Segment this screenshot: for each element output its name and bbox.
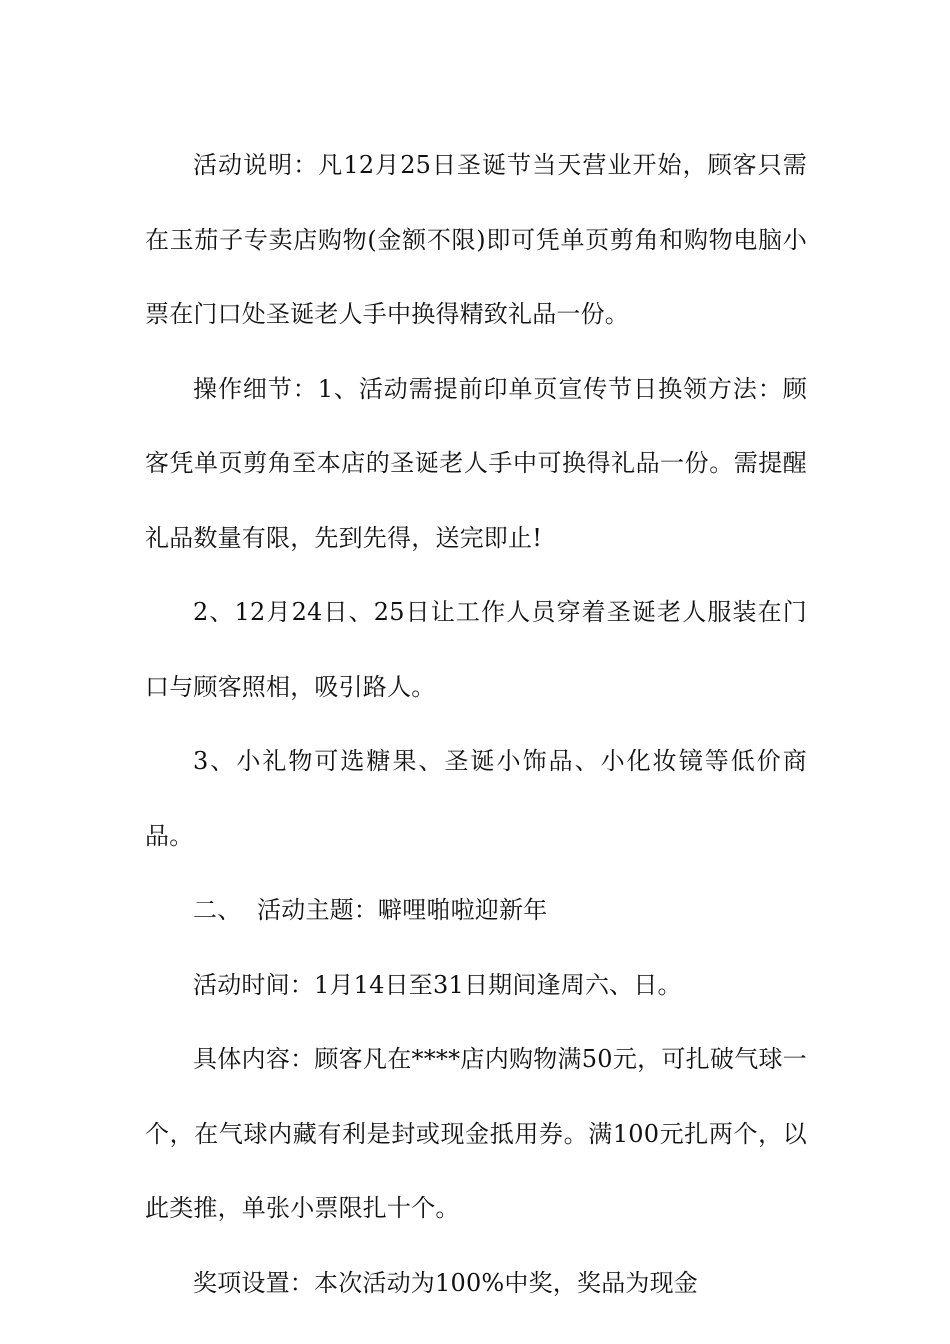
document-body — [145, 128, 807, 1320]
section-heading-2: 二、 活动主题：噼哩啪啦迎新年 — [193, 896, 548, 924]
paragraph-activity-time: 活动时间：1月14日至31日期间逢周六、日。 — [193, 970, 682, 999]
paragraph-activity-description: 活动说明：凡12月25日圣诞节当天营业开始，顾客只需在玉茄子专卖店购物(金额不限)即可凭单页剪角和购物电脑小票在门口处圣诞老人手中换得精致礼品一份。 — [145, 151, 807, 328]
paragraph-step-2: 2、12月24日、25日让工作人员穿着圣诞老人服装在门口与顾客照相，吸引路人。 — [145, 598, 807, 701]
paragraph-operation-details: 操作细节：1、活动需提前印单页宣传节日换领方法：顾客凭单页剪角至本店的圣诞老人手中可换得礼品一份。需提醒礼品数量有限，先到先得，送完即止! — [145, 374, 807, 552]
paragraph-prize-setup: 奖项设置：本次活动为100%中奖，奖品为现金 — [193, 1268, 699, 1297]
paragraph-step-3: 3、小礼物可选糖果、圣诞小饰品、小化妆镜等低价商品。 — [145, 747, 807, 850]
paragraph-specific-content: 具体内容：顾客凡在****店内购物满50元，可扎破气球一个，在气球内藏有利是封或现金抵用券。满100元扎两个，以此类推，单张小票限扎十个。 — [145, 1045, 807, 1222]
